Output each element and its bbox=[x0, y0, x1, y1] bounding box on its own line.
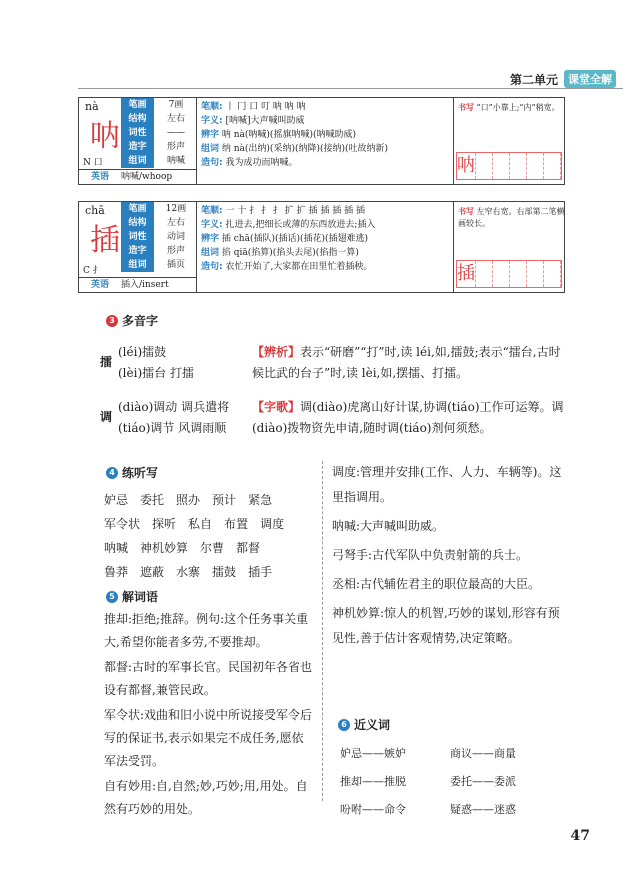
polyphone-char: 擂 bbox=[100, 355, 113, 369]
label: 造字 bbox=[121, 244, 154, 258]
writing-box: 书写 “口”小靠上;“内”稍宽。 呐 bbox=[453, 98, 565, 184]
explain-item: 调度:管理并安排(工作、人力、车辆等)。这里指调用。 bbox=[332, 465, 562, 504]
label: 笔画 bbox=[121, 202, 154, 216]
label: 结构 bbox=[121, 216, 154, 230]
meaning: 扎进去,把细长或薄的东西放进去;插入 bbox=[225, 220, 376, 230]
example-sentence: 农忙开始了,大家都在田里忙着插秧。 bbox=[225, 262, 373, 272]
writing-box: 书写 左窄右宽。右部第二笔横画较长。 插 bbox=[453, 202, 565, 292]
label: 结构 bbox=[121, 112, 154, 126]
section-polyphone: 3 多音字 bbox=[106, 312, 158, 329]
big-char: 呐 bbox=[90, 119, 120, 154]
rhyme: 调(diào)虎离山好计谋,协调(tiáo)工作可运筹。调(diào)拨物资先申请,随时调(tiáo)剂何须愁。 bbox=[252, 400, 564, 435]
english-row: 英语 呐喊/whoop bbox=[79, 169, 197, 184]
stroke-order: 丨 冂 口 叮 呐 呐 呐 bbox=[225, 102, 306, 112]
value: 形声 bbox=[166, 142, 185, 152]
english-text: 插入/insert bbox=[121, 280, 169, 290]
explain-item: 神机妙算:惊人的机智,巧妙的谋划,形容有预见性,善于估计客观情势,决定策略。 bbox=[332, 606, 560, 645]
section-explain: 5 解词语 bbox=[106, 588, 158, 605]
value: 7画 bbox=[168, 100, 184, 110]
unit-header bbox=[510, 70, 616, 88]
explain-item: 军令状:戏曲和旧小说中所说接受军令后写的保证书,表示如果完不成任务,愿依军法受罚。 bbox=[104, 708, 313, 768]
explain-item: 丞相:古代辅佐君主的职位最高的大臣。 bbox=[332, 577, 541, 591]
explain-list-right bbox=[332, 460, 567, 651]
english-text: 呐喊/whoop bbox=[121, 172, 173, 182]
char-card-2 bbox=[78, 201, 565, 293]
writing-tip: 左窄右宽。右部第二笔横画较长。 bbox=[458, 207, 565, 228]
synonym-list: 妒忌——嫉妒 商议——商量 推却——推脱 委托——委派 吩咐——命令 疑惑——迷惑 bbox=[340, 747, 516, 816]
value: 左右 bbox=[166, 114, 185, 124]
section-dictation: 4 练听写 bbox=[106, 464, 158, 481]
section-synonyms: 6 近义词 bbox=[338, 716, 390, 733]
brand-badge: 课堂全解 bbox=[564, 70, 616, 88]
stroke-order: 一 十 扌 扌 扌 扩 扩 插 插 插 插 插 bbox=[225, 206, 365, 216]
compare-1: 呐 nà(呐喊)(摇旗呐喊)(呐喊助威) bbox=[221, 130, 356, 140]
analysis: 表示“研磨”“打”时,读 léi,如,擂鼓;表示“擂台,古时候比武的台子”时,读 lèi,如,摆擂、打擂。 bbox=[252, 345, 561, 380]
compare-1: 插 chā(插队)(插话)(插花)(插翅难逃) bbox=[221, 234, 369, 244]
big-char: 插 bbox=[90, 223, 120, 258]
index-letter: C 扌 bbox=[83, 266, 102, 276]
compare-2: 纳 nà(出纳)(采纳)(纳降)(接纳)(吐故纳新) bbox=[221, 144, 389, 154]
example-sentence: 我为成功而呐喊。 bbox=[225, 158, 298, 168]
explain-item: 自有妙用:自,自然;妙,巧妙;用,用处。自然有巧妙的用处。 bbox=[104, 779, 308, 816]
value: 呐喊 bbox=[166, 156, 185, 166]
unit-title: 第二单元 bbox=[509, 72, 558, 87]
pinyin: nà bbox=[85, 100, 99, 113]
pinyin: chā bbox=[85, 204, 105, 217]
explain-item: 推却:拒绝;推辞。例句:这个任务事关重大,希望你能者多劳,不要推却。 bbox=[104, 612, 309, 649]
polyphone-char: 调 bbox=[100, 410, 113, 424]
explain-item: 弓弩手:古代军队中负责射箭的兵士。 bbox=[332, 548, 529, 562]
label: 组词 bbox=[121, 154, 154, 168]
explain-list bbox=[104, 608, 314, 821]
label: 词性 bbox=[121, 230, 154, 244]
meaning: [呐喊]大声喊叫助威 bbox=[225, 116, 305, 126]
explain-item: 呐喊:大声喊叫助威。 bbox=[332, 519, 445, 533]
card-details: 笔顺: 丨 冂 口 叮 呐 呐 呐 字义: [呐喊]大声喊叫助威 辨字 呐 nà(呐喊)(摇旗呐喊)(呐喊助威) 组词 纳 nà(出纳)(采纳)(纳降)(接纳)(吐故纳新) 造句: 我为成功而呐喊。 bbox=[201, 102, 389, 168]
card-details: 笔顺: 一 十 扌 扌 扌 扩 扩 插 插 插 插 插 字义: 扎进去,把细长或薄的东西放进去;插入 辨字 插 chā(插队)(插话)(插花)(插翅难逃) 组词 掐 qiā(掐算)(掐头去尾)(掐指一算) 造句: 农忙开始了,大家都在田里忙着插秧。 bbox=[201, 206, 376, 272]
char-card-1 bbox=[78, 97, 565, 185]
practice-grid: 呐 bbox=[456, 152, 562, 180]
english-row: 英语 插入/insert bbox=[79, 277, 197, 292]
value: 左右 bbox=[166, 218, 185, 228]
dictation-list: 妒忌 委托 照办 预计 紧急 军令状 探听 私自 布置 调度 呐喊 神机妙算 尔曹 都督 鲁莽 遮蔽 水寨 擂鼓 插手 bbox=[104, 493, 285, 579]
label: 笔画 bbox=[121, 98, 154, 112]
label: 组词 bbox=[121, 258, 154, 272]
value: 动词 bbox=[166, 232, 185, 242]
writing-tip: “口”小靠上;“内”稍宽。 bbox=[476, 103, 560, 112]
value: —— bbox=[167, 128, 185, 138]
practice-grid: 插 bbox=[456, 260, 562, 288]
value: 插页 bbox=[166, 260, 185, 270]
compare-2: 掐 qiā(掐算)(掐头去尾)(掐指一算) bbox=[221, 248, 359, 258]
explain-item: 都督:古时的军事长官。民国初年各省也设有都督,兼管民政。 bbox=[104, 660, 313, 697]
label: 造字 bbox=[121, 140, 154, 154]
column-divider bbox=[322, 461, 323, 801]
value: 12画 bbox=[165, 204, 187, 214]
header-divider bbox=[78, 88, 623, 89]
index-letter: N 口 bbox=[83, 158, 103, 168]
label: 词性 bbox=[121, 126, 154, 140]
value: 形声 bbox=[166, 246, 185, 256]
page-number: 47 bbox=[570, 828, 590, 844]
